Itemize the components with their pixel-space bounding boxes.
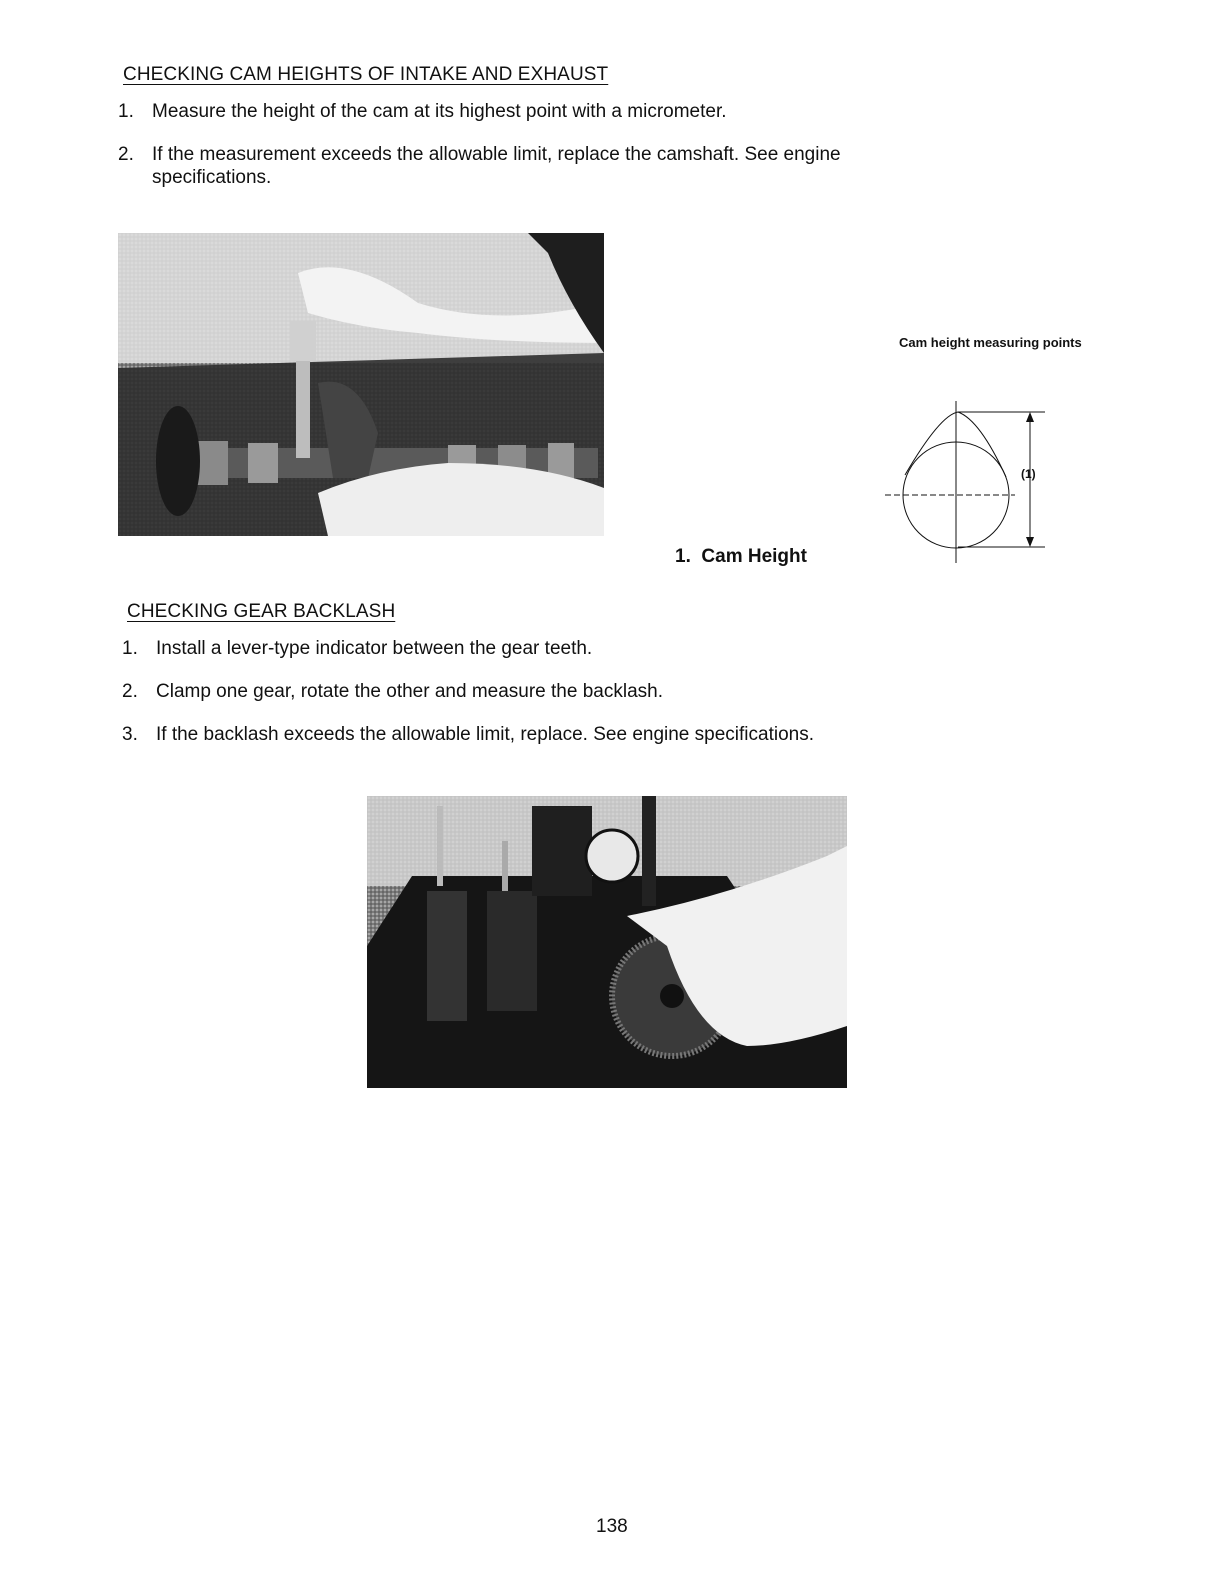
step-number: 3.	[122, 724, 138, 745]
step-text: If the backlash exceeds the allowable limit, replace. See engine specifications.	[156, 724, 814, 745]
step-text: Clamp one gear, rotate the other and measure the backlash.	[156, 681, 663, 702]
step-number: 1.	[118, 101, 134, 122]
page-number: 138	[596, 1516, 628, 1537]
step-text: Measure the height of the cam at its highest point with a micrometer.	[152, 101, 727, 122]
camshaft-micrometer-photo	[118, 233, 604, 536]
step-text: Install a lever-type indicator between the gear teeth.	[156, 638, 593, 659]
gear-backlash-photo	[367, 796, 847, 1088]
step-text-continued: specifications.	[152, 167, 272, 188]
step-number: 1.	[122, 638, 138, 659]
figure-caption: 1. Cam Height	[675, 546, 807, 567]
step-number: 2.	[122, 681, 138, 702]
step-number: 2.	[118, 144, 134, 165]
section-heading-gear-backlash: CHECKING GEAR BACKLASH	[127, 601, 396, 622]
diagram-callout-label: (1)	[1021, 467, 1036, 481]
section-heading-cam-heights: CHECKING CAM HEIGHTS OF INTAKE AND EXHAUST	[123, 64, 609, 85]
diagram-title: Cam height measuring points	[899, 335, 1082, 350]
step-text: If the measurement exceeds the allowable limit, replace the camshaft. See engine	[152, 144, 841, 165]
